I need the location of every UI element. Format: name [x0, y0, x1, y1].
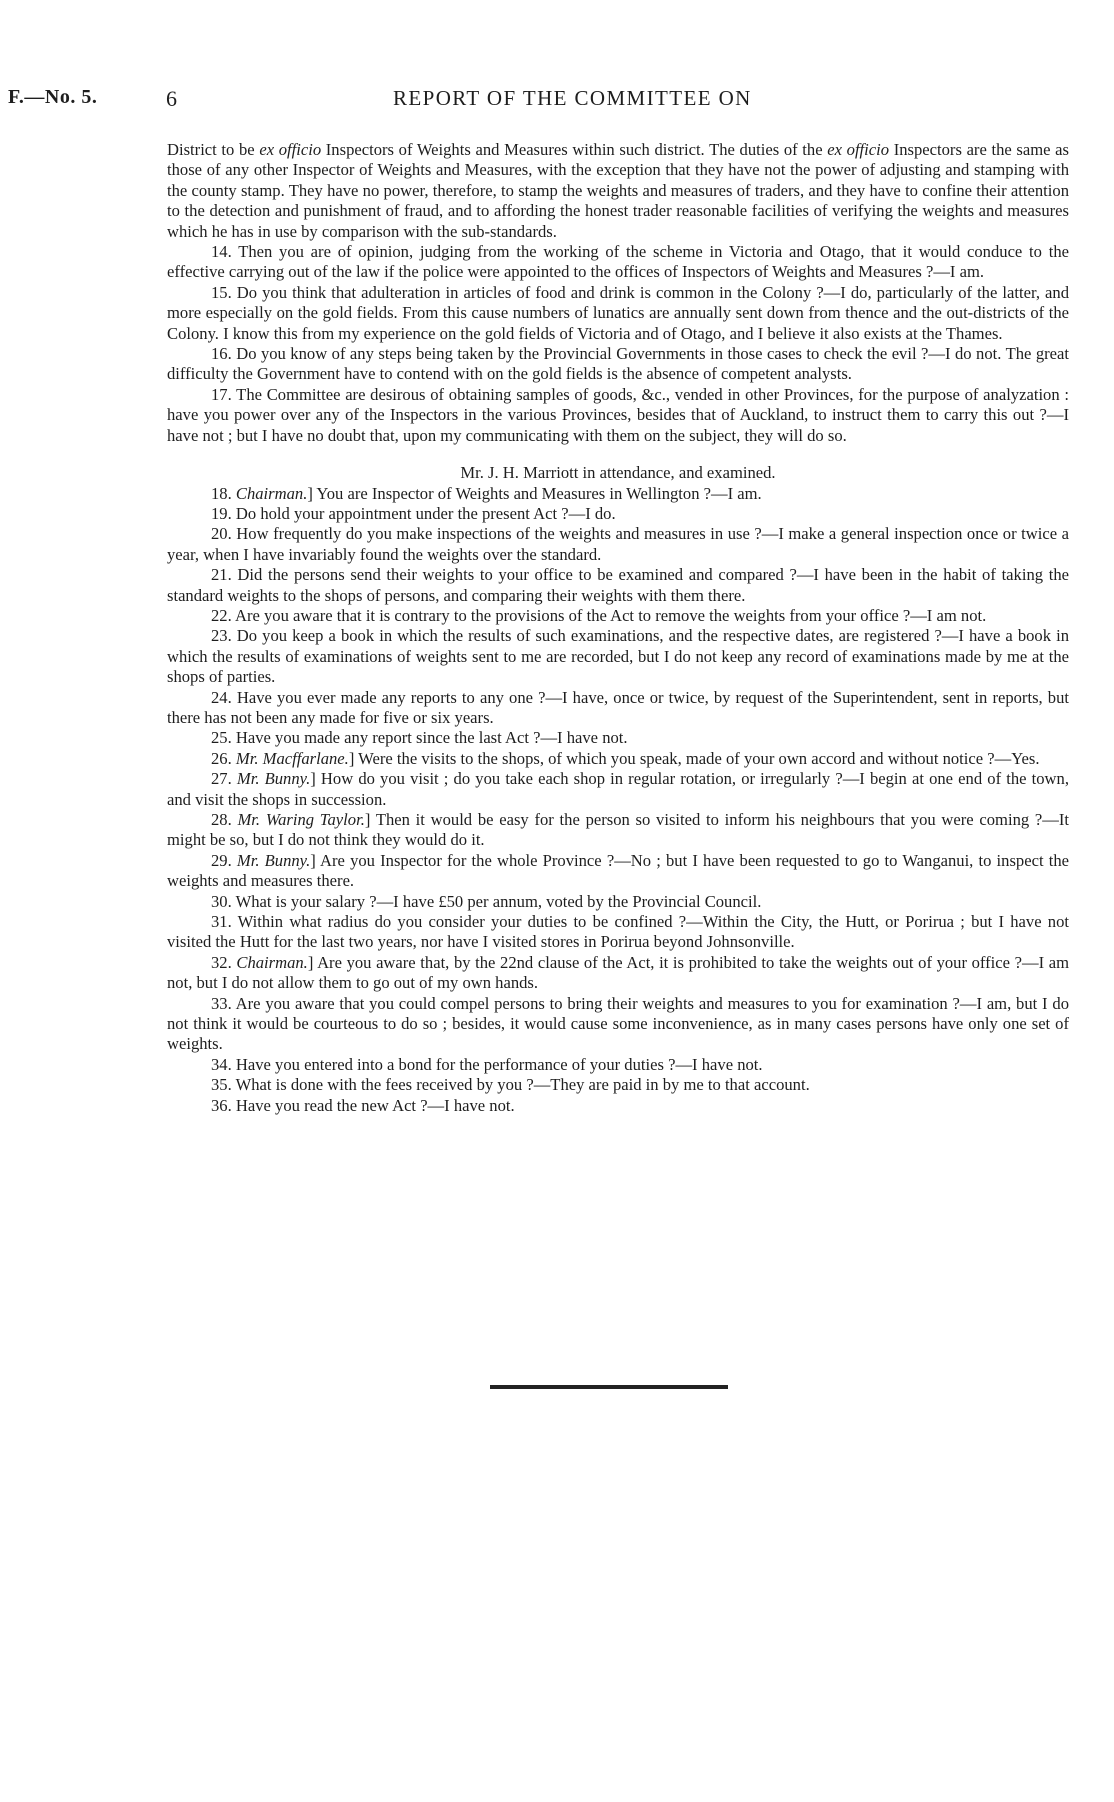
paragraph-text: Inspectors are the same as those of any other Inspector of Weights and Measures, with the exception that they have not the power of adjusting and stamping with the county stamp. They have no power, therefore, to stamp the weights and measures of traders, and they have to confine their attention to the detection and punishment of fraud, and to affording the honest trader reasonable facilities of verifying the weights and measures which he has in use by comparison with the sub-standards. — [167, 140, 1069, 241]
paragraph — [167, 953, 1069, 994]
paragraph — [167, 283, 1069, 344]
paragraph-text: 35. What is done with the fees received by you ?—They are paid in by me to that account. — [211, 1075, 810, 1095]
paragraph-text: 32. — [211, 952, 237, 972]
paragraph-text: 29. — [211, 850, 237, 870]
witness-heading — [167, 463, 1069, 483]
paragraph-text: 22. Are you aware that it is contrary to the provisions of the Act to remove the weights from your office ?—I am not. — [211, 605, 987, 625]
paragraph — [167, 769, 1069, 810]
paragraph-text: 26. — [211, 748, 236, 768]
paragraph — [167, 1055, 1069, 1075]
paragraph-text: ] How do you visit ; do you take each shop in regular rotation, or irregularly ?—I begin at one end of the town, and visit the shops in succession. — [167, 769, 1069, 809]
paragraph-text: 33. Are you aware that you could compel persons to bring their weights and measures to you for examination ?—I am, but I do not think it would be courteous to do so ; besides, it would cause some inconvenience, as in many cases persons have only one set of weights. — [167, 993, 1069, 1054]
italic-text: Mr. Macffarlane. — [235, 748, 349, 768]
paragraph-text: 30. What is your salary ?—I have £50 per annum, voted by the Provincial Council. — [211, 891, 762, 911]
paragraph — [167, 688, 1069, 729]
paragraph-text: ] Are you Inspector for the whole Province ?—No ; but I have been requested to go to Wanganui, to inspect the weights and measures there. — [167, 850, 1069, 891]
paragraph — [167, 892, 1069, 912]
italic-text: ex officio — [827, 140, 890, 159]
paragraph — [167, 912, 1069, 953]
paragraph — [167, 1096, 1069, 1116]
italic-text: ex officio — [259, 140, 322, 159]
paragraph-text: 28. — [211, 810, 238, 829]
paragraph — [167, 851, 1069, 892]
page-number: 6 — [166, 86, 178, 111]
paragraph-text: 25. Have you made any report since the last Act ?—I have not. — [211, 728, 628, 748]
document-reference: F.—No. 5. — [8, 86, 98, 108]
paragraph-text: 21. Did the persons send their weights to your office to be examined and compared ?—I have been in the habit of taking the standard weights to the shops of persons, and comparing their weights with them there. — [167, 565, 1069, 605]
paragraph-text: 18. — [211, 483, 236, 503]
paragraph — [167, 242, 1069, 283]
paragraph — [167, 994, 1069, 1055]
paragraph — [167, 626, 1069, 687]
page-header — [0, 86, 1114, 120]
paragraph — [167, 728, 1069, 748]
paragraph-text: Inspectors of Weights and Measures within such district. The duties of the — [321, 140, 828, 159]
paragraph-text: 17. The Committee are desirous of obtaining samples of goods, &c., vended in other Provinces, for the purpose of analyzation : have you power over any of the Inspectors in the various Provinces, besides that of Auckland, to instruct them to carry this out ?—I have not ; but I have no doubt that, upon my communicating with them on the subject, they will do so. — [167, 384, 1069, 445]
paragraph-text: 31. Within what radius do you consider your duties to be confined ?—Within the City, the Hutt, or Porirua ; but I have not visited the Hutt for the last two years, nor have I visited stores in Porirua beyond Johnsonville. — [167, 912, 1069, 952]
paragraph-text: 27. — [211, 769, 237, 789]
paragraph-text: 15. Do you think that adulteration in articles of food and drink is common in the Colony ?—I do, particularly of the latter, and more especially on the gold fields. From this cause numbers of lunatics are annually sent down from thence and the out-districts of the Colony. I know this from my experience on the gold fields of Victoria and of Otago, and I believe it also exists at the Thames. — [167, 282, 1069, 343]
italic-text: Mr. Bunny. — [236, 769, 311, 789]
paragraph — [167, 524, 1069, 565]
paragraph — [167, 484, 1069, 504]
paragraph — [167, 140, 1069, 242]
paragraph-text: Mr. J. H. Marriott in attendance, and examined. — [460, 463, 776, 483]
paragraph-text: ] You are Inspector of Weights and Measures in Wellington ?—I am. — [307, 483, 762, 503]
paragraph — [167, 565, 1069, 606]
paragraph — [167, 504, 1069, 524]
paragraph — [167, 749, 1069, 769]
paragraph — [167, 344, 1069, 385]
paragraph — [167, 810, 1069, 851]
paragraph-text: 34. Have you entered into a bond for the performance of your duties ?—I have not. — [211, 1054, 763, 1074]
closing-rule — [490, 1385, 728, 1389]
paragraph-text: 36. Have you read the new Act ?—I have not. — [211, 1095, 515, 1115]
paragraph-text: 16. Do you know of any steps being taken by the Provincial Governments in those cases to check the evil ?—I do not. The great difficulty the Government have to contend with on the gold fields is the absence of competent analysts. — [167, 344, 1069, 384]
paragraph — [167, 385, 1069, 446]
paragraph-text: 24. Have you ever made any reports to any one ?—I have, once or twice, by request of the Superintendent, sent in reports, but there has not been any made for five or six years. — [167, 687, 1069, 727]
paragraph-text: ] Were the visits to the shops, of which you speak, made of your own accord and without notice ?—Yes. — [348, 748, 1040, 768]
italic-text: Mr. Bunny. — [236, 850, 311, 870]
italic-text: Chairman. — [236, 952, 308, 972]
paragraph-text: 14. Then you are of opinion, judging from the working of the scheme in Victoria and Otago, that it would conduce to the effective carrying out of the law if the police were appointed to the offices of Inspectors of Weights and Measures ?—I am. — [167, 242, 1069, 282]
paragraph-text: 19. Do hold your appointment under the present Act ?—I do. — [211, 503, 616, 523]
body-text — [167, 140, 1069, 1116]
paragraph-text: ] Are you aware that, by the 22nd clause of the Act, it is prohibited to take the weights out of your office ?—I am not, but I do not allow them to go out of my own hands. — [167, 952, 1070, 993]
paragraph — [167, 606, 1069, 626]
paragraph-text: 20. How frequently do you make inspections of the weights and measures in use ?—I make a general inspection once or twice a year, when I have invariably found the weights over the standard. — [167, 524, 1069, 564]
running-title: REPORT OF THE COMMITTEE ON — [393, 86, 752, 110]
paragraph-text: ] Then it would be easy for the person so visited to inform his neighbours that you were coming ?—It might be so, but I do not think they would do it. — [167, 810, 1069, 850]
paragraph — [167, 1075, 1069, 1095]
italic-text: Mr. Waring Taylor. — [237, 810, 365, 829]
italic-text: Chairman. — [235, 483, 308, 503]
paragraph-text: 23. Do you keep a book in which the results of such examinations, and the respective dates, are registered ?—I have a book in which the results of examinations of weights sent to me are recorded, but I do not keep any record of examinations made by me at the shops of parties. — [167, 626, 1069, 687]
paragraph-text: District to be — [167, 140, 260, 159]
